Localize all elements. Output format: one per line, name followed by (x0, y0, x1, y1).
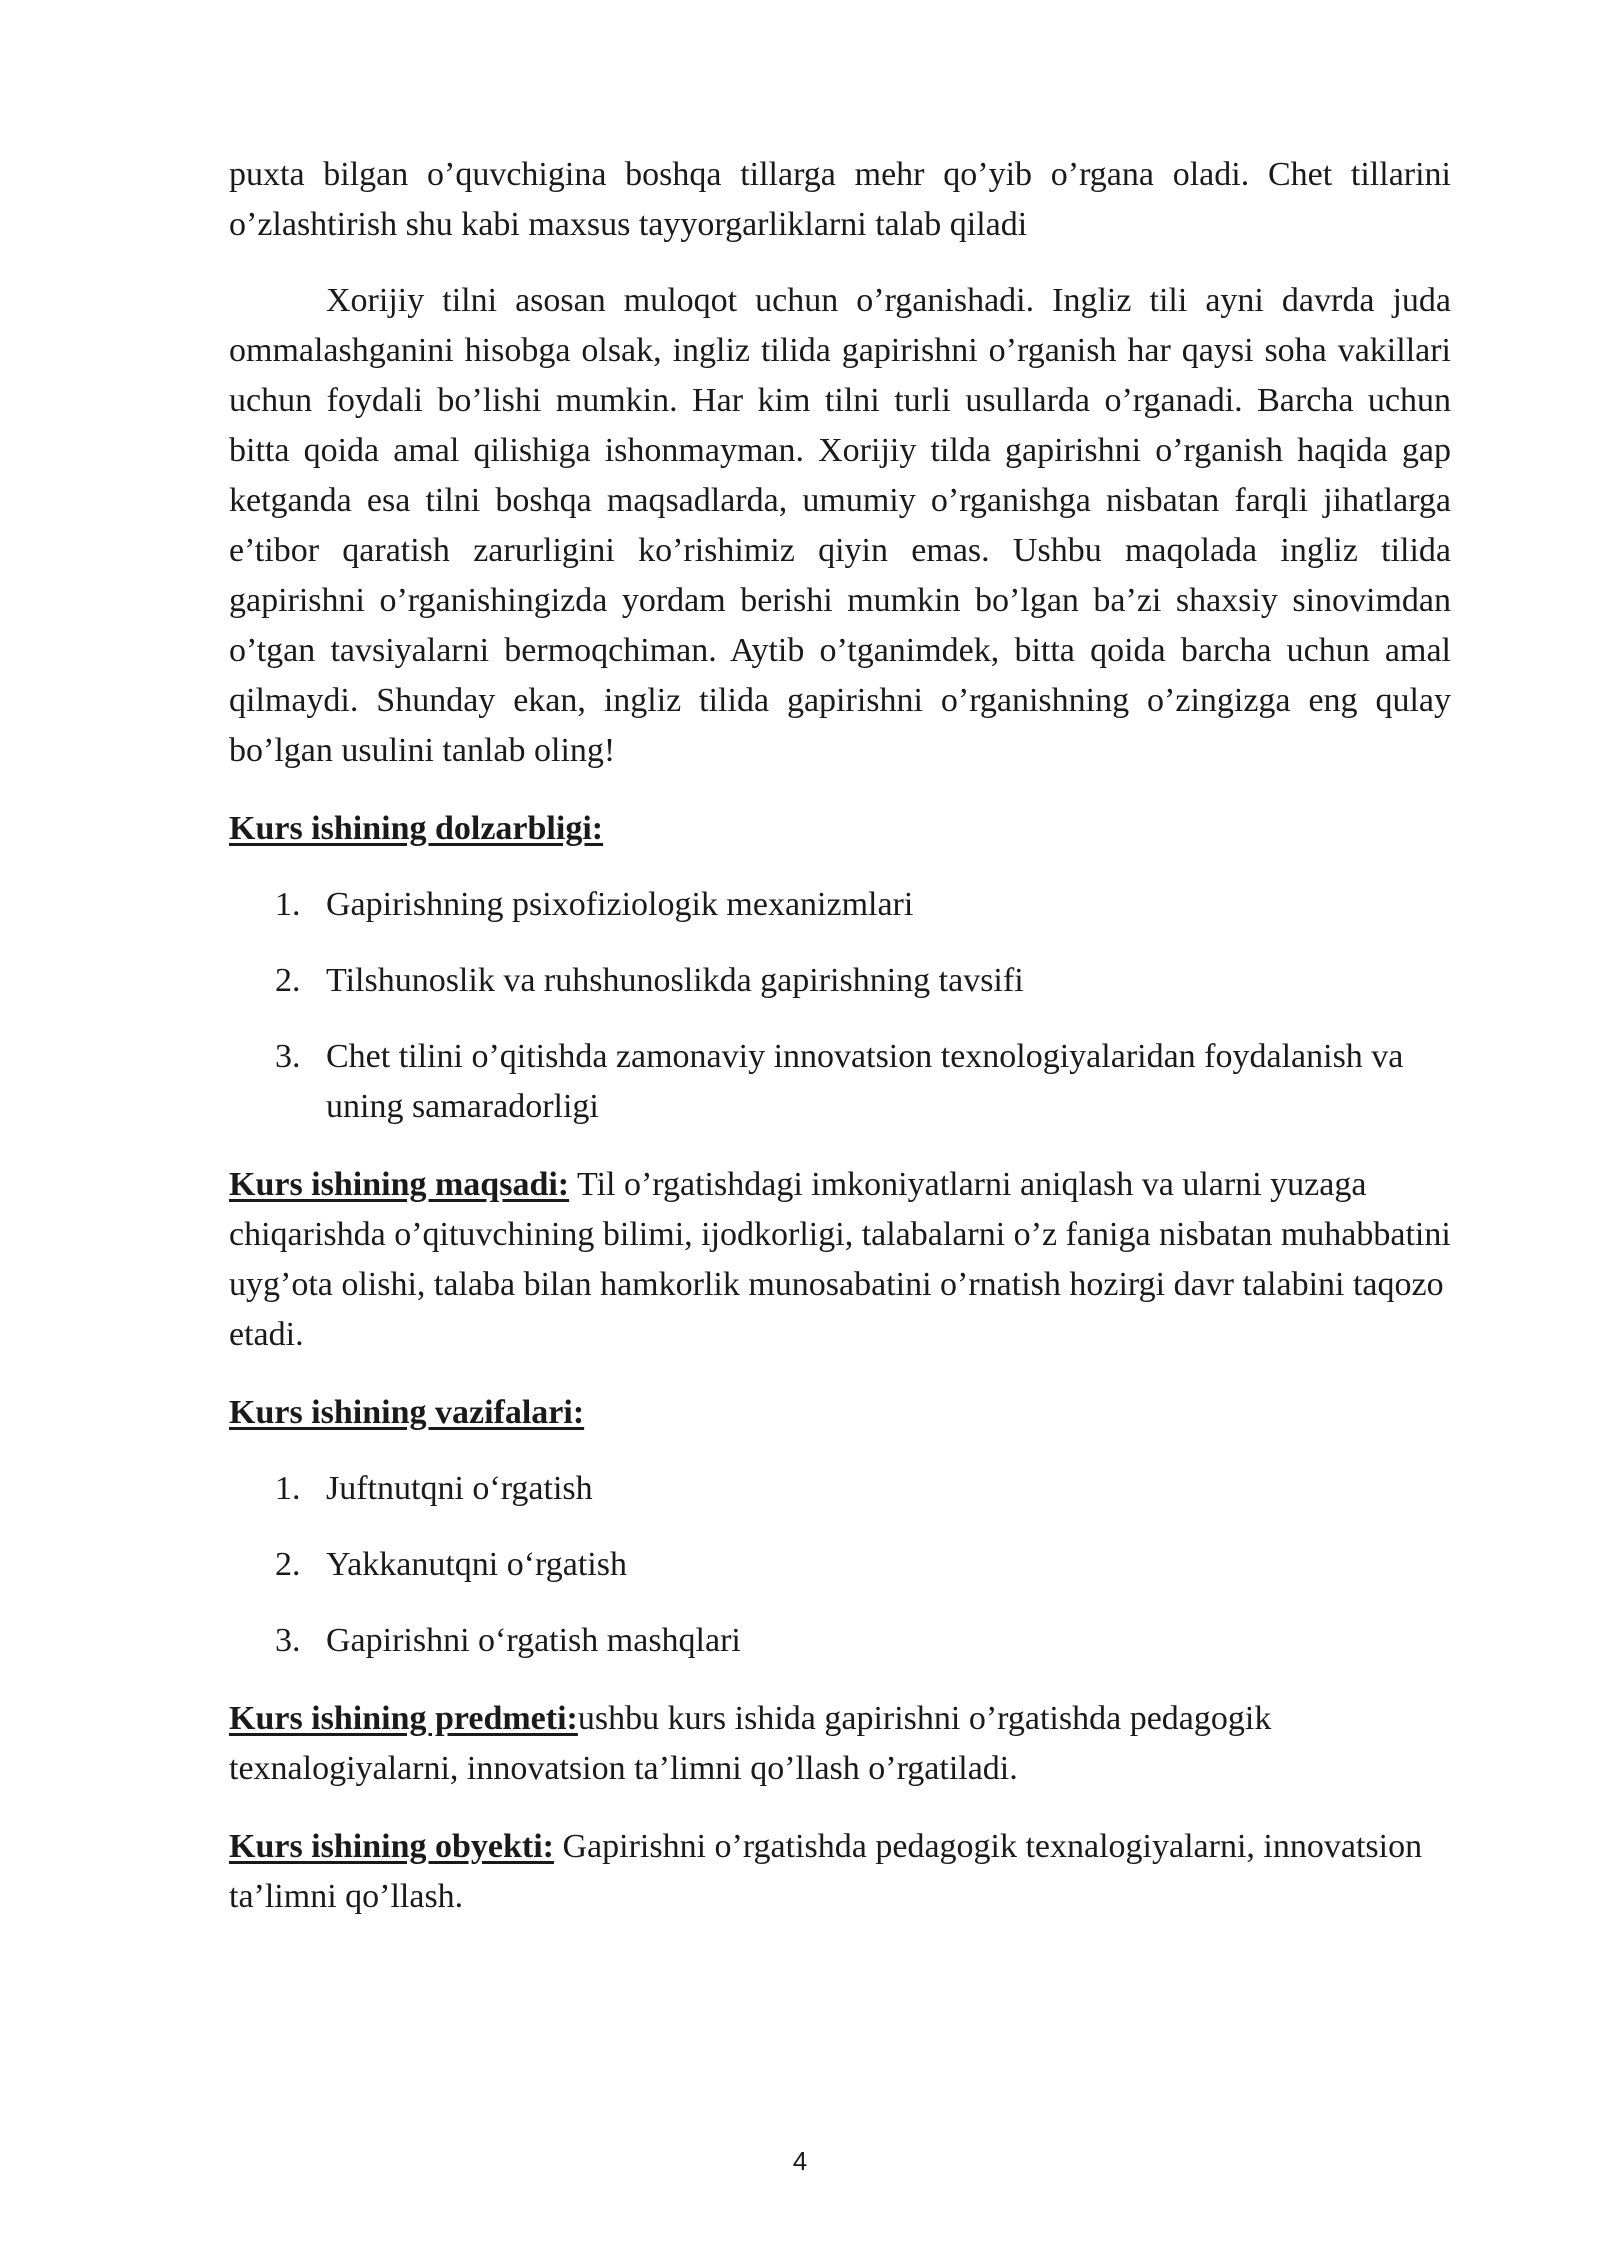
list-item-number: 3. (275, 1038, 301, 1075)
list-item (229, 1032, 1451, 1132)
list-item-text: Yakkanutqni o‘rgatish (326, 1546, 627, 1583)
list-item (229, 1616, 1451, 1666)
relevance-heading-line (229, 804, 1451, 854)
object-paragraph (229, 1822, 1451, 1922)
object-text: Gapirishni o’rgatishda pedagogik texnalogiyalarni, innovatsion ta’limni qo’llash. (229, 1828, 1423, 1915)
goal-paragraph (229, 1160, 1451, 1360)
intro-paragraph-2: Xorijiy tilni asosan muloqot uchun o’rganishadi. Ingliz tili ayni davrda juda ommalashganini hisobga olsak, ingliz tilida gapirishni o’rganish har qaysi soha vakillari uchun foydali bo’lishi mumkin. Har kim tilni turli usullarda o’rganadi. Barcha uchun bitta qoida amal qilishiga ishonmayman. Xorijiy tilda gapirishni o’rganish haqida gap ketganda esa tilni boshqa maqsadlarda, umumiy o’rganishga nisbatan farqli jihatlarga e’tibor qaratish zarurligini ko’rishimiz qiyin emas. Ushbu maqolada ingliz tilida gapirishni o’rganishingizda yordam berishi mumkin bo’lgan ba’zi shaxsiy sinovimdan o’tgan tavsiyalarni bermoqchiman. Aytib o’tganimdek, bitta qoida barcha uchun amal qilmaydi. Shunday ekan, ingliz tilida gapirishni o’rganishning o’zingizga eng qulay bo’lgan usulini tanlab oling! (229, 282, 1451, 769)
tasks-heading-line (229, 1388, 1451, 1438)
goal-text: Til o’rgatishdagi imkoniyatlarni aniqlash va ularni yuzaga chiqarishda o’qituvchining bilimi, ijodkorligi, talabalarni o’z faniga nisbatan muhabbatini uyg’ota olishi, talaba bilan hamkorlik munosabatini o’rnatish hozirgi davr talabini taqozo etadi. (229, 1166, 1451, 1353)
subject-text: ushbu kurs ishida gapirishni o’rgatishda pedagogik texnalogiyalarni, innovatsion ta’limni qo’llash o’rgatiladi. (229, 1700, 1272, 1787)
intro-paragraph-1: puxta bilgan o’quvchigina boshqa tillarga mehr qo’yib o’rgana oladi. Chet tillarini o’zlashtirish shu kabi maxsus tayyorgarliklarni talab qiladi (229, 156, 1451, 243)
list-item-number: 2. (275, 962, 301, 999)
subject-paragraph (229, 1694, 1451, 1794)
list-item-number: 2. (275, 1546, 301, 1583)
list-item-text: Gapirishni o‘rgatish mashqlari (326, 1622, 741, 1659)
document-page (229, 150, 1451, 1922)
tasks-heading: Kurs ishining vazifalari: (229, 1394, 585, 1431)
list-item (229, 880, 1451, 930)
list-item (229, 1464, 1451, 1514)
goal-heading: Kurs ishining maqsadi: (229, 1166, 570, 1203)
list-item (229, 956, 1451, 1006)
list-item-text: Juftnutqni o‘rgatish (326, 1470, 593, 1507)
page-number: 4 (792, 2146, 808, 2176)
list-item-text: Chet tilini o’qitishda zamonaviy innovatsion texnologiyalaridan foydalanish va uning samaradorligi (326, 1038, 1404, 1125)
list-item-number: 1. (275, 1470, 301, 1507)
list-item-number: 3. (275, 1622, 301, 1659)
list-item (229, 1540, 1451, 1590)
relevance-heading: Kurs ishining dolzarbligi: (229, 810, 604, 847)
relevance-list (229, 880, 1451, 1132)
subject-heading: Kurs ishining predmeti: (229, 1700, 578, 1737)
object-heading: Kurs ishining obyekti: (229, 1828, 554, 1865)
list-item-text: Tilshunoslik va ruhshunoslikda gapirishning tavsifi (326, 962, 1024, 999)
tasks-list (229, 1464, 1451, 1666)
list-item-number: 1. (275, 886, 301, 923)
list-item-text: Gapirishning psixofiziologik mexanizmlari (326, 886, 914, 923)
